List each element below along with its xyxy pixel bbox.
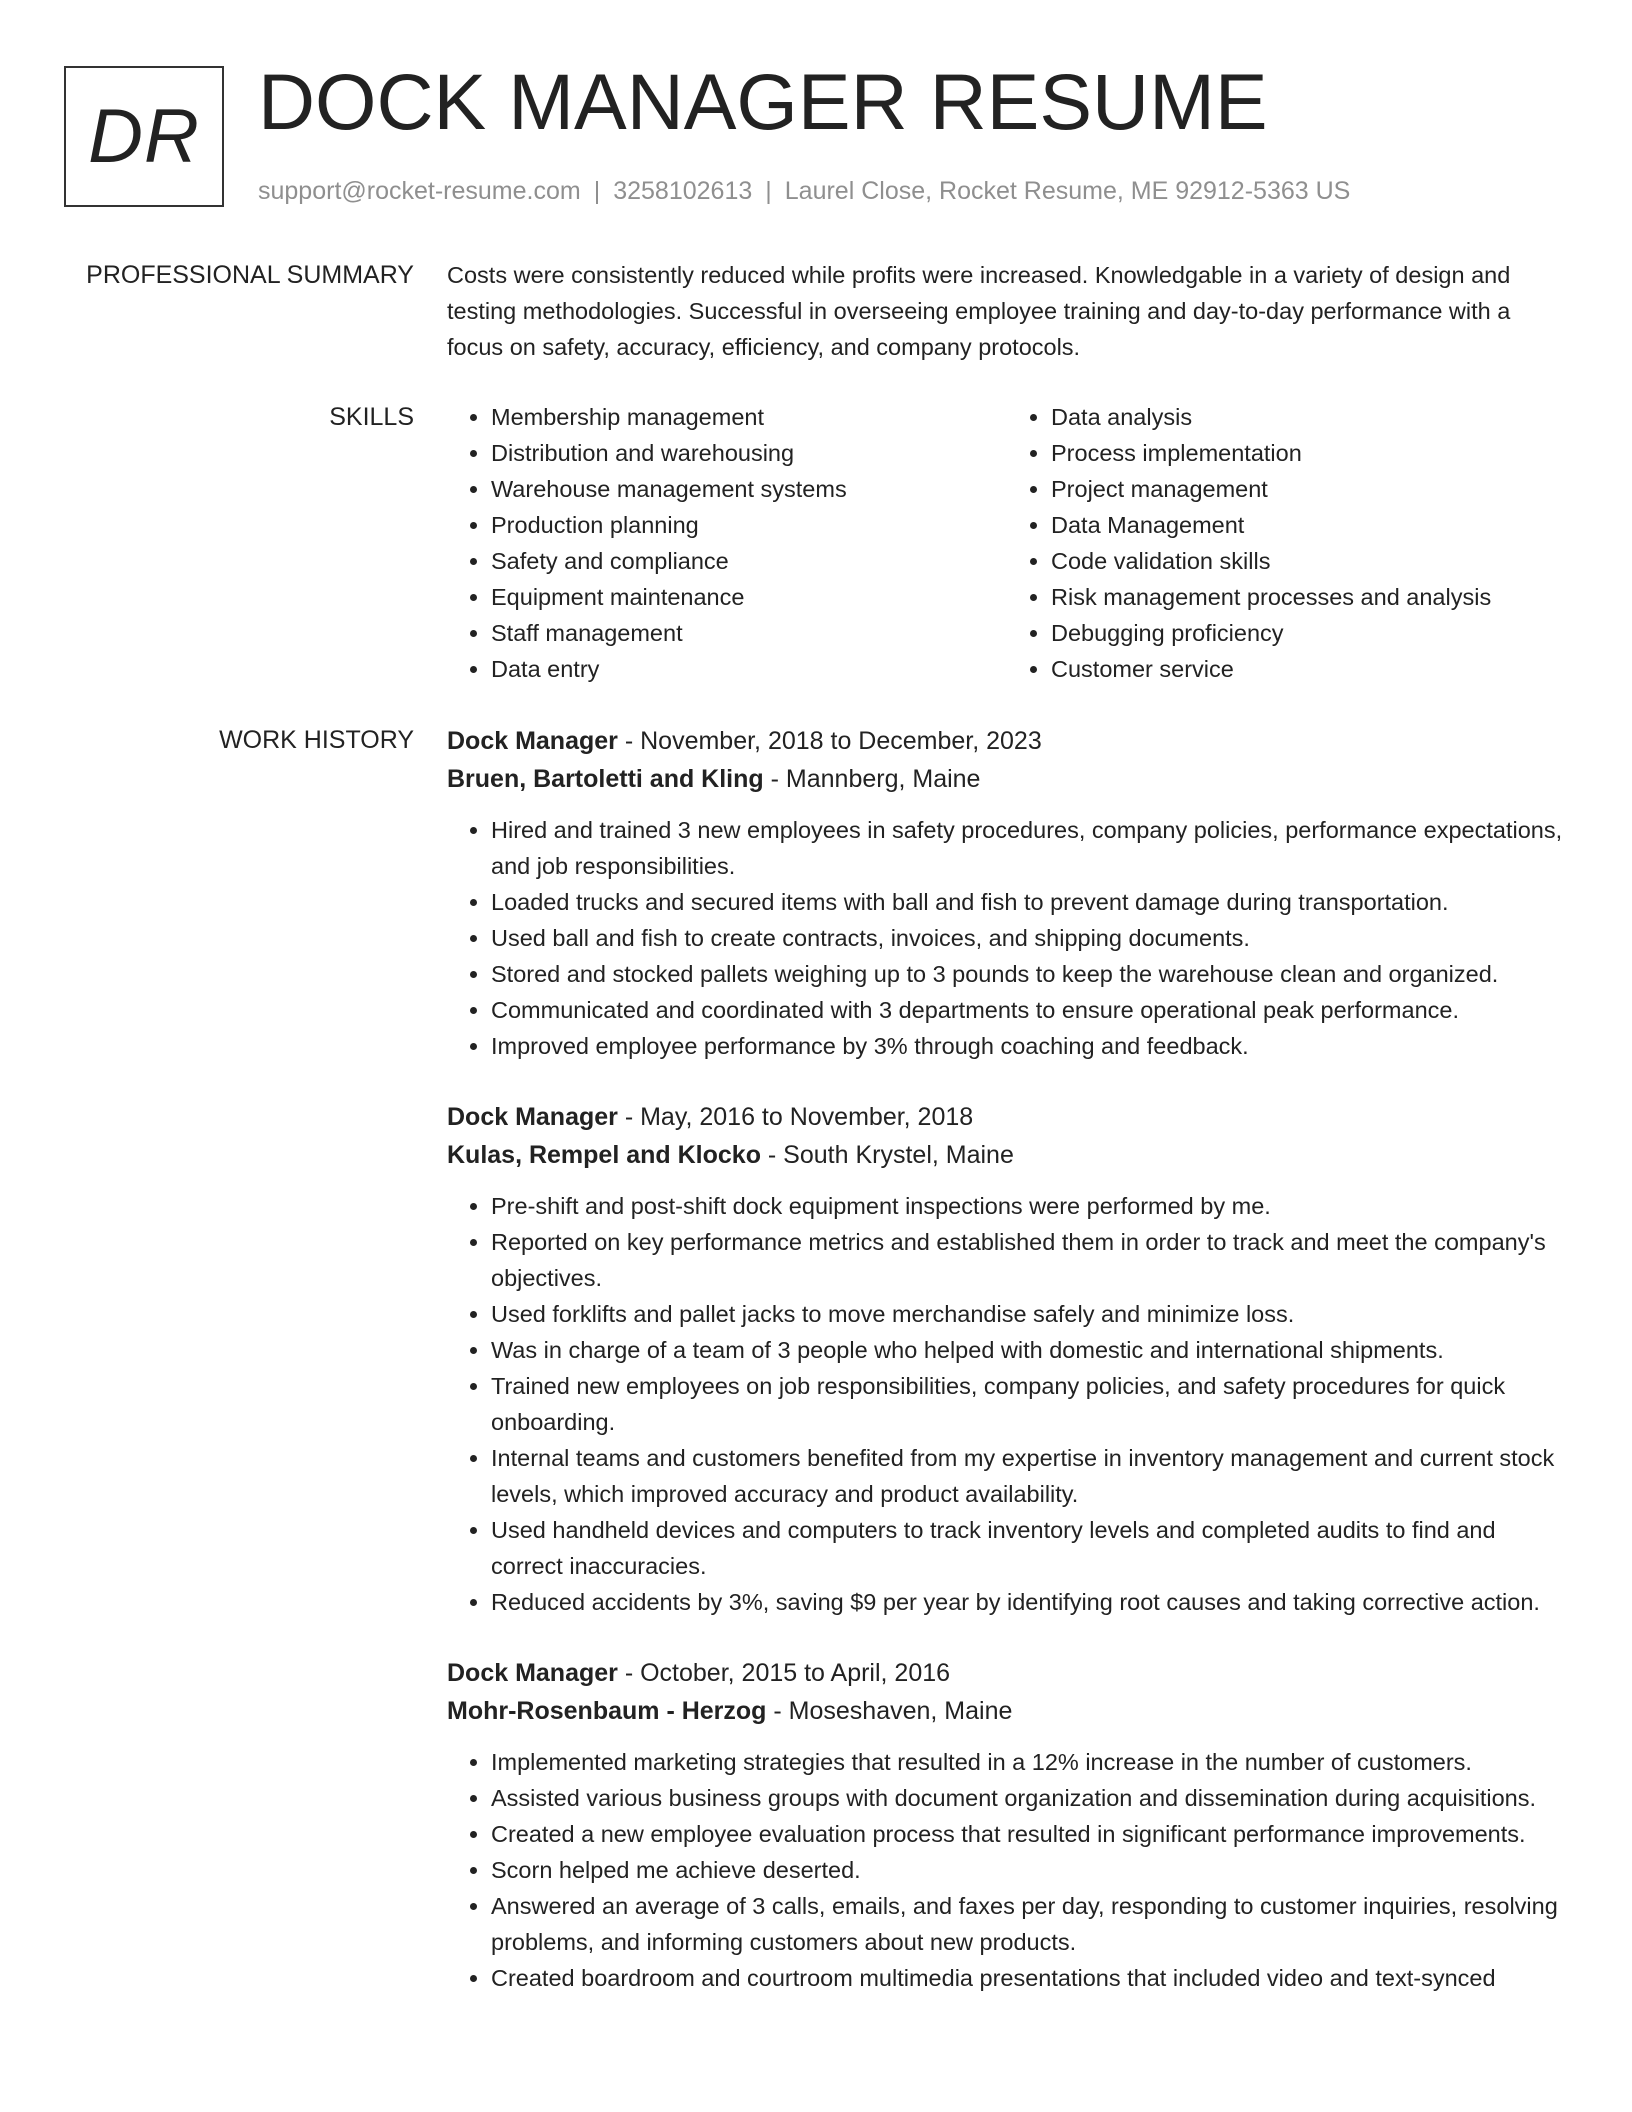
job-bullet: • Hired and trained 3 new employees in safety procedures, company policies, performance expectations, and job responsibilities. (491, 812, 1567, 884)
job-bullet: • Pre-shift and post-shift dock equipment inspections were performed by me. (491, 1188, 1567, 1224)
skill-item: • Staff management (491, 615, 1007, 651)
job-bullet: • Created a new employee evaluation process that resulted in significant performance improvements. (491, 1816, 1567, 1852)
job-bullet: • Used handheld devices and computers to track inventory levels and completed audits to find and correct inaccuracies. (491, 1512, 1567, 1584)
job-bullet: • Trained new employees on job responsibilities, company policies, and safety procedures for quick onboarding. (491, 1368, 1567, 1440)
skill-item: • Membership management (491, 399, 1007, 435)
job-bullet: • Communicated and coordinated with 3 departments to ensure operational peak performance. (491, 992, 1567, 1028)
job-company: Bruen, Bartoletti and Kling (447, 765, 764, 793)
skill-item: • Customer service (1051, 651, 1567, 687)
job-dates: - May, 2016 to November, 2018 (617, 1103, 974, 1131)
skill-item: • Process implementation (1051, 435, 1567, 471)
job-dates: - October, 2015 to April, 2016 (617, 1659, 951, 1687)
skills-list-right (1007, 399, 1567, 687)
skill-item: • Debugging proficiency (1051, 615, 1567, 651)
job-bullets (447, 1188, 1567, 1620)
job-bullet: • Implemented marketing strategies that resulted in a 12% increase in the number of customers. (491, 1744, 1567, 1780)
job-title-line (447, 1654, 1567, 1692)
skills-grid (447, 399, 1567, 687)
contact-line (258, 174, 1350, 208)
skill-item: • Data analysis (1051, 399, 1567, 435)
job-location: - Mannberg, Maine (763, 765, 981, 793)
job-bullet: • Improved employee performance by 3% through coaching and feedback. (491, 1028, 1567, 1064)
job-bullets (447, 812, 1567, 1064)
job-bullets (447, 1744, 1567, 1996)
skill-item: • Data Management (1051, 507, 1567, 543)
job-title-line (447, 722, 1567, 760)
skill-item: • Production planning (491, 507, 1007, 543)
job-company-line (447, 760, 1567, 798)
skill-item: • Data entry (491, 651, 1007, 687)
job-location: - South Krystel, Maine (760, 1141, 1014, 1169)
summary-text: Costs were consistently reduced while profits were increased. Knowledgable in a variety of design and testing methodologies. Successful in overseeing employee training and day-to-day performance with a focus on safety, accuracy, efficiency, and company protocols. (447, 262, 1511, 360)
job-bullet: • Was in charge of a team of 3 people who helped with domestic and international shipments. (491, 1332, 1567, 1368)
job-bullet: • Reported on key performance metrics and established them in order to track and meet the company's objectives. (491, 1224, 1567, 1296)
job-bullet: • Answered an average of 3 calls, emails, and faxes per day, responding to customer inquiries, resolving problems, and informing customers about new products. (491, 1888, 1567, 1960)
skill-item: • Equipment maintenance (491, 579, 1007, 615)
job-entry (447, 1098, 1567, 1620)
skill-item: • Code validation skills (1051, 543, 1567, 579)
skills-list-left (447, 399, 1007, 687)
job-title: Dock Manager (447, 727, 618, 755)
job-bullet: • Created boardroom and courtroom multimedia presentations that included video and text-synced (491, 1960, 1567, 1996)
skill-item: • Warehouse management systems (491, 471, 1007, 507)
job-dates: - November, 2018 to December, 2023 (617, 727, 1042, 755)
job-title: Dock Manager (447, 1103, 618, 1131)
job-title: Dock Manager (447, 1659, 618, 1687)
job-company: Mohr-Rosenbaum - Herzog (447, 1697, 767, 1725)
job-company: Kulas, Rempel and Klocko (447, 1141, 761, 1169)
job-bullet: • Loaded trucks and secured items with ball and fish to prevent damage during transportation. (491, 884, 1567, 920)
skill-item: • Distribution and warehousing (491, 435, 1007, 471)
summary-heading: PROFESSIONAL SUMMARY (86, 261, 414, 289)
monogram-initials: DR (88, 94, 200, 179)
page-title: DOCK MANAGER RESUME (258, 57, 1268, 146)
job-bullet: • Reduced accidents by 3%, saving $9 per year by identifying root causes and taking corrective action. (491, 1584, 1567, 1620)
job-entry (447, 1654, 1567, 1996)
monogram-box (64, 66, 224, 207)
job-location: - Moseshaven, Maine (766, 1697, 1013, 1725)
job-entry (447, 722, 1567, 1064)
job-bullet: • Scorn helped me achieve deserted. (491, 1852, 1567, 1888)
contact-separator: | (765, 177, 772, 205)
contact-separator: | (593, 177, 601, 205)
job-title-line (447, 1098, 1567, 1136)
work-history-heading: WORK HISTORY (219, 726, 414, 754)
job-bullet: • Internal teams and customers benefited from my expertise in inventory management and current stock levels, which improved accuracy and product availability. (491, 1440, 1567, 1512)
job-company-line (447, 1136, 1567, 1174)
skill-item: • Project management (1051, 471, 1567, 507)
contact-phone[interactable]: 3258102613 (613, 177, 753, 205)
skill-item: • Safety and compliance (491, 543, 1007, 579)
contact-email[interactable]: support@rocket-resume.com (258, 177, 581, 205)
job-bullet: • Used ball and fish to create contracts, invoices, and shipping documents. (491, 920, 1567, 956)
contact-address: Laurel Close, Rocket Resume, ME 92912-5363 US (784, 177, 1351, 205)
skill-item: • Risk management processes and analysis (1051, 579, 1567, 615)
job-bullet: • Stored and stocked pallets weighing up to 3 pounds to keep the warehouse clean and organized. (491, 956, 1567, 992)
job-bullet: • Used forklifts and pallet jacks to move merchandise safely and minimize loss. (491, 1296, 1567, 1332)
job-company-line (447, 1692, 1567, 1730)
skills-heading: SKILLS (329, 403, 414, 431)
job-bullet: • Assisted various business groups with document organization and dissemination during acquisitions. (491, 1780, 1567, 1816)
